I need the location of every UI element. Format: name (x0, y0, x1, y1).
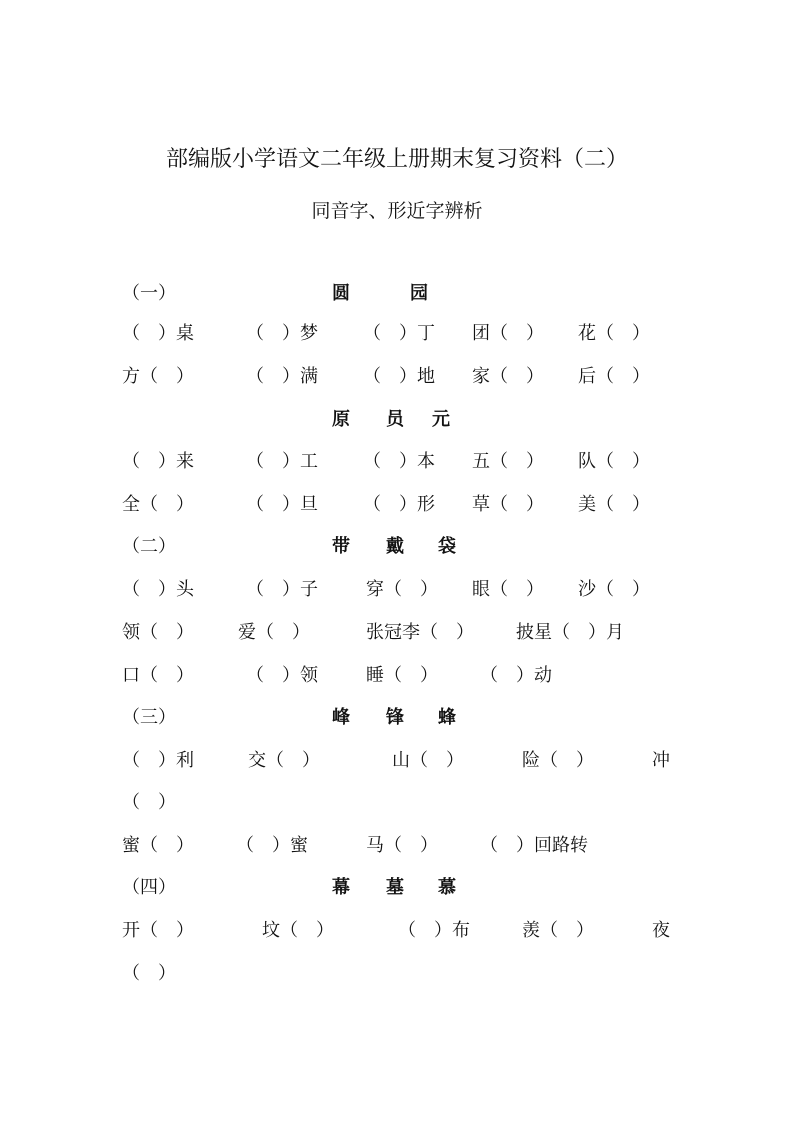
exercise-item: （ ）回路转 (480, 835, 588, 856)
section-label: （二） (122, 536, 176, 557)
heading-char: 戴 (386, 536, 404, 557)
exercise-row (0, 789, 794, 817)
heading-char: 墓 (386, 877, 404, 898)
exercise-row (0, 576, 794, 604)
heading-char: 园 (410, 283, 428, 304)
exercise-item: 睡（ ） (366, 665, 438, 686)
exercise-item: 山（ ） (392, 750, 464, 771)
exercise-row (0, 917, 794, 945)
exercise-item: 张冠李（ ） (366, 622, 474, 643)
section-label: （三） (122, 707, 176, 728)
exercise-row (0, 662, 794, 690)
heading-char: 锋 (386, 707, 404, 728)
exercise-item: 蜜（ ） (122, 835, 194, 856)
exercise-item: 交（ ） (248, 750, 320, 771)
exercise-item: 团（ ） (472, 323, 544, 344)
exercise-item: 坟（ ） (262, 920, 334, 941)
exercise-item: （ ）动 (480, 665, 552, 686)
exercise-item: 夜 (652, 920, 670, 941)
exercise-item: （ ）本 (363, 451, 435, 472)
heading-char: 幕 (332, 877, 350, 898)
exercise-item: 美（ ） (578, 494, 650, 515)
exercise-item: 领（ ） (122, 622, 194, 643)
exercise-item: （ ）蜜 (236, 835, 308, 856)
heading-char: 原 (332, 409, 350, 430)
exercise-item: 穿（ ） (366, 579, 438, 600)
exercise-item: 方（ ） (122, 366, 194, 387)
exercise-item: （ ） (122, 792, 176, 813)
exercise-row (0, 619, 794, 647)
exercise-item: 险（ ） (522, 750, 594, 771)
exercise-item: 队（ ） (578, 451, 650, 472)
exercise-row (0, 320, 794, 348)
exercise-item: （ ）头 (122, 579, 194, 600)
heading-char: 元 (432, 409, 450, 430)
section-header (0, 704, 794, 732)
exercise-item: （ ）地 (363, 366, 435, 387)
exercise-item: （ ）领 (246, 665, 318, 686)
exercise-item: 后（ ） (578, 366, 650, 387)
heading-char: 袋 (438, 536, 456, 557)
exercise-row (0, 448, 794, 476)
exercise-item: 马（ ） (366, 835, 438, 856)
exercise-item: 花（ ） (578, 323, 650, 344)
exercise-item: （ ）来 (122, 451, 194, 472)
exercise-item: （ ）工 (246, 451, 318, 472)
exercise-item: （ ）子 (246, 579, 318, 600)
heading-char: 带 (332, 536, 350, 557)
exercise-item: 爱（ ） (238, 622, 310, 643)
exercise-item: （ ）丁 (363, 323, 435, 344)
heading-char: 圆 (332, 283, 350, 304)
document-subtitle: 同音字、形近字辨析 (311, 200, 483, 222)
section-header (0, 406, 794, 434)
section-header (0, 533, 794, 561)
exercise-item: 眼（ ） (472, 579, 544, 600)
section-header (0, 280, 794, 308)
exercise-item: （ ）利 (122, 750, 194, 771)
exercise-row (0, 747, 794, 775)
exercise-row (0, 363, 794, 391)
section-header (0, 874, 794, 902)
exercise-item: 披星（ ）月 (516, 622, 624, 643)
exercise-item: （ ）旦 (246, 494, 318, 515)
exercise-row (0, 491, 794, 519)
heading-char: 慕 (438, 877, 456, 898)
exercise-item: 冲 (652, 750, 670, 771)
exercise-item: 草（ ） (472, 494, 544, 515)
exercise-item: 全（ ） (122, 494, 194, 515)
exercise-item: 家（ ） (472, 366, 544, 387)
document-title: 部编版小学语文二年级上册期末复习资料（二） (165, 147, 628, 172)
exercise-item: （ ）满 (246, 366, 318, 387)
exercise-row (0, 960, 794, 988)
exercise-item: 五（ ） (472, 451, 544, 472)
exercise-row (0, 832, 794, 860)
exercise-item: 开（ ） (122, 920, 194, 941)
heading-char: 峰 (332, 707, 350, 728)
section-label: （一） (122, 283, 176, 304)
exercise-item: （ ） (122, 963, 176, 984)
exercise-item: （ ）形 (363, 494, 435, 515)
section-label: （四） (122, 877, 176, 898)
heading-char: 蜂 (438, 707, 456, 728)
exercise-item: 羡（ ） (522, 920, 594, 941)
exercise-item: （ ）梦 (246, 323, 318, 344)
heading-char: 员 (386, 409, 404, 430)
exercise-item: 口（ ） (122, 665, 194, 686)
exercise-item: 沙（ ） (578, 579, 650, 600)
exercise-item: （ ）布 (398, 920, 470, 941)
exercise-item: （ ）桌 (122, 323, 194, 344)
